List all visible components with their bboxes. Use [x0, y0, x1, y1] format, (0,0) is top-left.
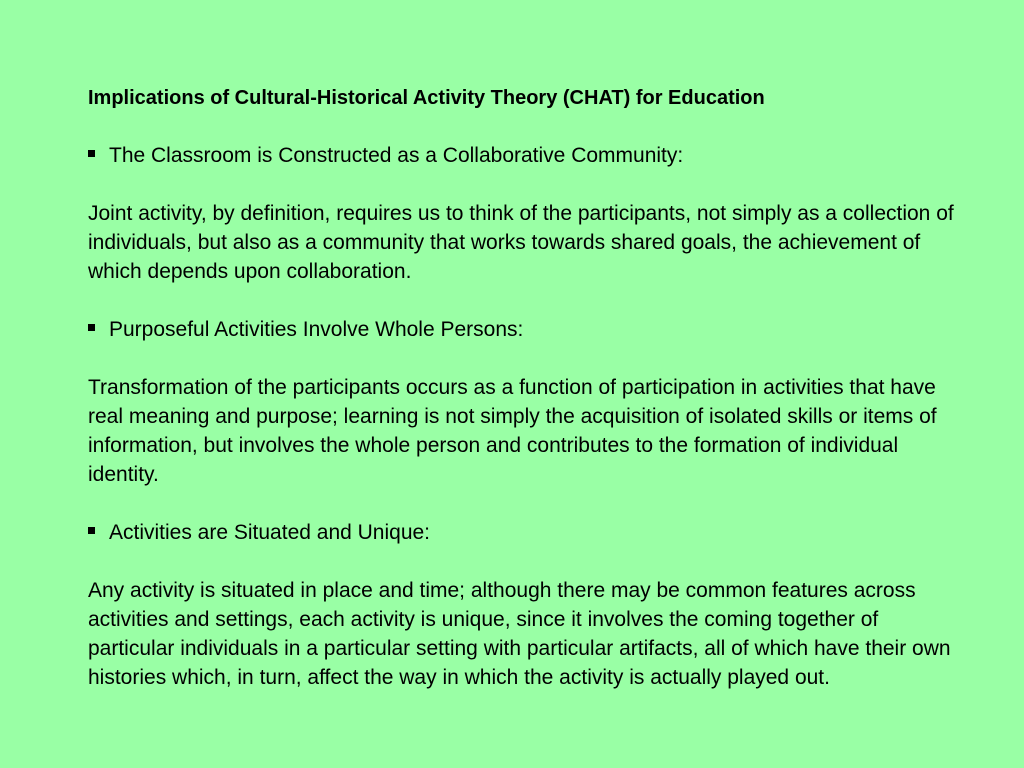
- paragraph-whole-persons: Transformation of the participants occurs as a function of participation in activities that have real meaning and purpose; learning is not simply the acquisition of isolated skills or items of information, but involves the whole person and contributes to the formation of individual identity.: [88, 376, 937, 486]
- slide-title: Implications of Cultural-Historical Activity Theory (CHAT) for Education: [88, 87, 765, 109]
- paragraph-collaborative-community: Joint activity, by definition, requires us to think of the participants, not simply as a collection of individuals, but also as a community that works towards shared goals, the achievement of which depends upon collaboration.: [88, 202, 954, 283]
- paragraph-situated-unique: Any activity is situated in place and time; although there may be common features across activities and settings, each activity is unique, since it involves the coming together of particular individuals in a particular setting with particular artifacts, all of which have their own histories which, in turn, affect the way in which the activity is actually played out.: [88, 579, 951, 689]
- square-bullet-icon: [88, 150, 95, 157]
- bullet-item-whole-persons: [88, 315, 968, 344]
- square-bullet-icon: [88, 527, 95, 534]
- bullet-item-situated-unique: [88, 518, 968, 547]
- bullet-label: The Classroom is Constructed as a Collaborative Community:: [109, 144, 684, 167]
- bullet-item-collaborative-community: [88, 141, 968, 170]
- bullet-label: Purposeful Activities Involve Whole Persons:: [109, 318, 524, 341]
- slide-content: [88, 84, 968, 692]
- bullet-label: Activities are Situated and Unique:: [109, 521, 431, 544]
- square-bullet-icon: [88, 324, 95, 331]
